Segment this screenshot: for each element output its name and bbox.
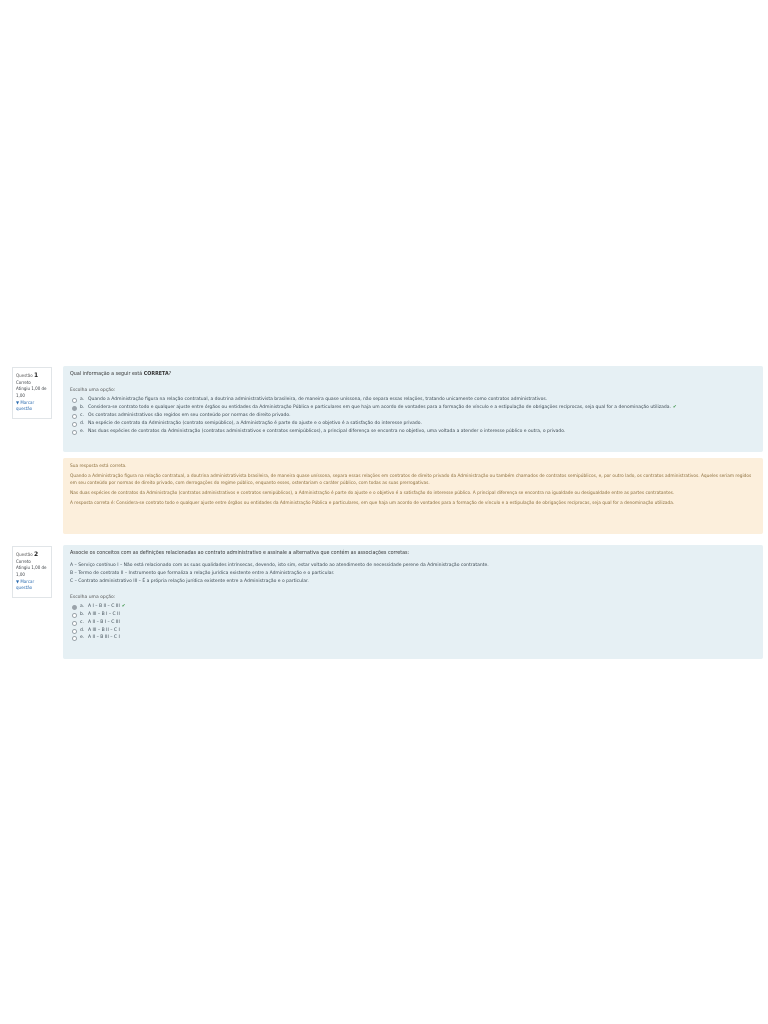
flag-icon: ▼ bbox=[16, 399, 20, 405]
radio-button-selected[interactable] bbox=[72, 605, 77, 610]
radio-button[interactable] bbox=[72, 414, 77, 419]
radio-button[interactable] bbox=[72, 613, 77, 618]
question-info-1 bbox=[12, 367, 52, 419]
question-number: Questão 2 bbox=[16, 551, 39, 558]
option-d[interactable]: d. Na espécie de contrato da Administração (contrato semipúblico), a Administração é parte do ajuste e o objetivo é a satisfação do interesse privado. bbox=[70, 420, 756, 428]
option-d[interactable]: d. A III – B II – C I bbox=[70, 627, 756, 635]
question-grade: Atingiu 1,00 de 1,00 bbox=[16, 565, 47, 577]
flag-question-link[interactable]: ▼ Marcar questão bbox=[16, 578, 35, 591]
option-e[interactable]: e. Nas duas espécies de contratos da Administração (contratos administrativos e contratos semipúblicos), a principal diferença se encontra no objetivo, uma voltada a atender o interesse público e outra, o privado. bbox=[70, 428, 756, 436]
option-c[interactable]: c. Os contratos administrativos são regidos em seu conteúdo por normas de direito privado. bbox=[70, 412, 756, 420]
question-1-text: Qual informação a seguir está CORRETA? bbox=[70, 372, 172, 377]
option-e[interactable]: e. A II – B III – C I bbox=[70, 634, 756, 642]
feedback-paragraph: Quando a Administração figura na relação contratual, a doutrina administrativista brasileira, de maneira quase uníssona, separa essas relações em contratos de direito privado da Administração ou também chamados de contratos semipúblicos, e, por outro lado, os contratos administrativos. Aqueles seriam regidos em seu conteúdo por normas de direito privado, com derrogações do regime público, enquanto esses, ostentariam o caráter público, com todas as suas prerrogativas. bbox=[70, 473, 752, 487]
question-grade: Atingiu 1,00 de 1,00 bbox=[16, 386, 47, 398]
option-a[interactable]: a. A I – B II – C III ✔ bbox=[70, 603, 756, 611]
question-info-2 bbox=[12, 546, 52, 598]
feedback-paragraph: Nas duas espécies de contratos da Administração (contratos administrativos e contratos semipúblicos), a Administração é parte do ajuste e o objetivo é a satisfação do interesse público. A principal diferença se encontra na igualdade ou desigualdade entre as partes contratantes. bbox=[70, 491, 675, 497]
question-2-text: Associe os conceitos com as definições relacionadas ao contrato administrativo e assinale a alternativa que contém as associações corretas: bbox=[70, 551, 410, 556]
question-status: Correto bbox=[16, 380, 31, 386]
question-1-formulation bbox=[63, 366, 763, 452]
choose-prompt: Escolha uma opção: bbox=[70, 388, 116, 394]
check-icon: ✔ bbox=[672, 405, 677, 411]
choose-prompt: Escolha uma opção: bbox=[70, 595, 116, 601]
radio-button[interactable] bbox=[72, 398, 77, 403]
radio-button[interactable] bbox=[72, 621, 77, 626]
check-icon: ✔ bbox=[121, 603, 126, 609]
option-a[interactable]: a. Quando a Administração figura na relação contratual, a doutrina administrativista brasileira, de maneira quase uníssona, não separa essas relações, tratando unicamente como contratos administrativos. bbox=[70, 396, 756, 404]
radio-button-selected[interactable] bbox=[72, 406, 77, 411]
flag-question-link[interactable]: ▼ Marcar questão bbox=[16, 399, 35, 412]
radio-button[interactable] bbox=[72, 422, 77, 427]
option-c[interactable]: c. A II – B I – C III bbox=[70, 619, 756, 627]
question-1-feedback bbox=[63, 458, 763, 534]
flag-icon: ▼ bbox=[16, 578, 20, 584]
feedback-correct-label: Sua resposta está correta. bbox=[70, 464, 127, 469]
radio-button[interactable] bbox=[72, 430, 77, 435]
radio-button[interactable] bbox=[72, 636, 77, 641]
association-list bbox=[70, 562, 756, 586]
association-row: C – Contrato administrativo III – É a própria relação jurídica existente entre a Administração e o particular. bbox=[70, 579, 309, 585]
question-2-formulation bbox=[63, 545, 763, 659]
association-row: A – Serviço contínuo I – Não está relacionado com as suas qualidades intrínsecas, devendo, isto sim, estar voltado ao atendimento de necessidade perene da Administração contratante. bbox=[70, 563, 489, 569]
question-number: Questão 1 bbox=[16, 372, 39, 379]
option-b[interactable]: b. Considera-se contrato todo e qualquer ajuste entre órgãos ou entidades da Administração Pública e particulares em que haja um acordo de vontades para a formação de vínculo e a estipulação de obrigações recíprocas, seja qual for a denominação utilizada. ✔ bbox=[70, 404, 756, 412]
radio-button[interactable] bbox=[72, 629, 77, 634]
question-status: Correto bbox=[16, 559, 31, 565]
association-row: B – Termo de contrato II – Instrumento que formaliza a relação jurídica existente entre a Administração e o particular. bbox=[70, 571, 335, 577]
option-b[interactable]: b. A III – B I – C II bbox=[70, 611, 756, 619]
feedback-right-answer: A resposta correta é: Considera-se contrato todo e qualquer ajuste entre órgãos ou entidades da Administração Pública e particulares, em que haja um acordo de vontades para a formação de vínculo e a estipulação de obrigações recíprocas, seja qual for a denominação utilizada. bbox=[70, 500, 675, 506]
